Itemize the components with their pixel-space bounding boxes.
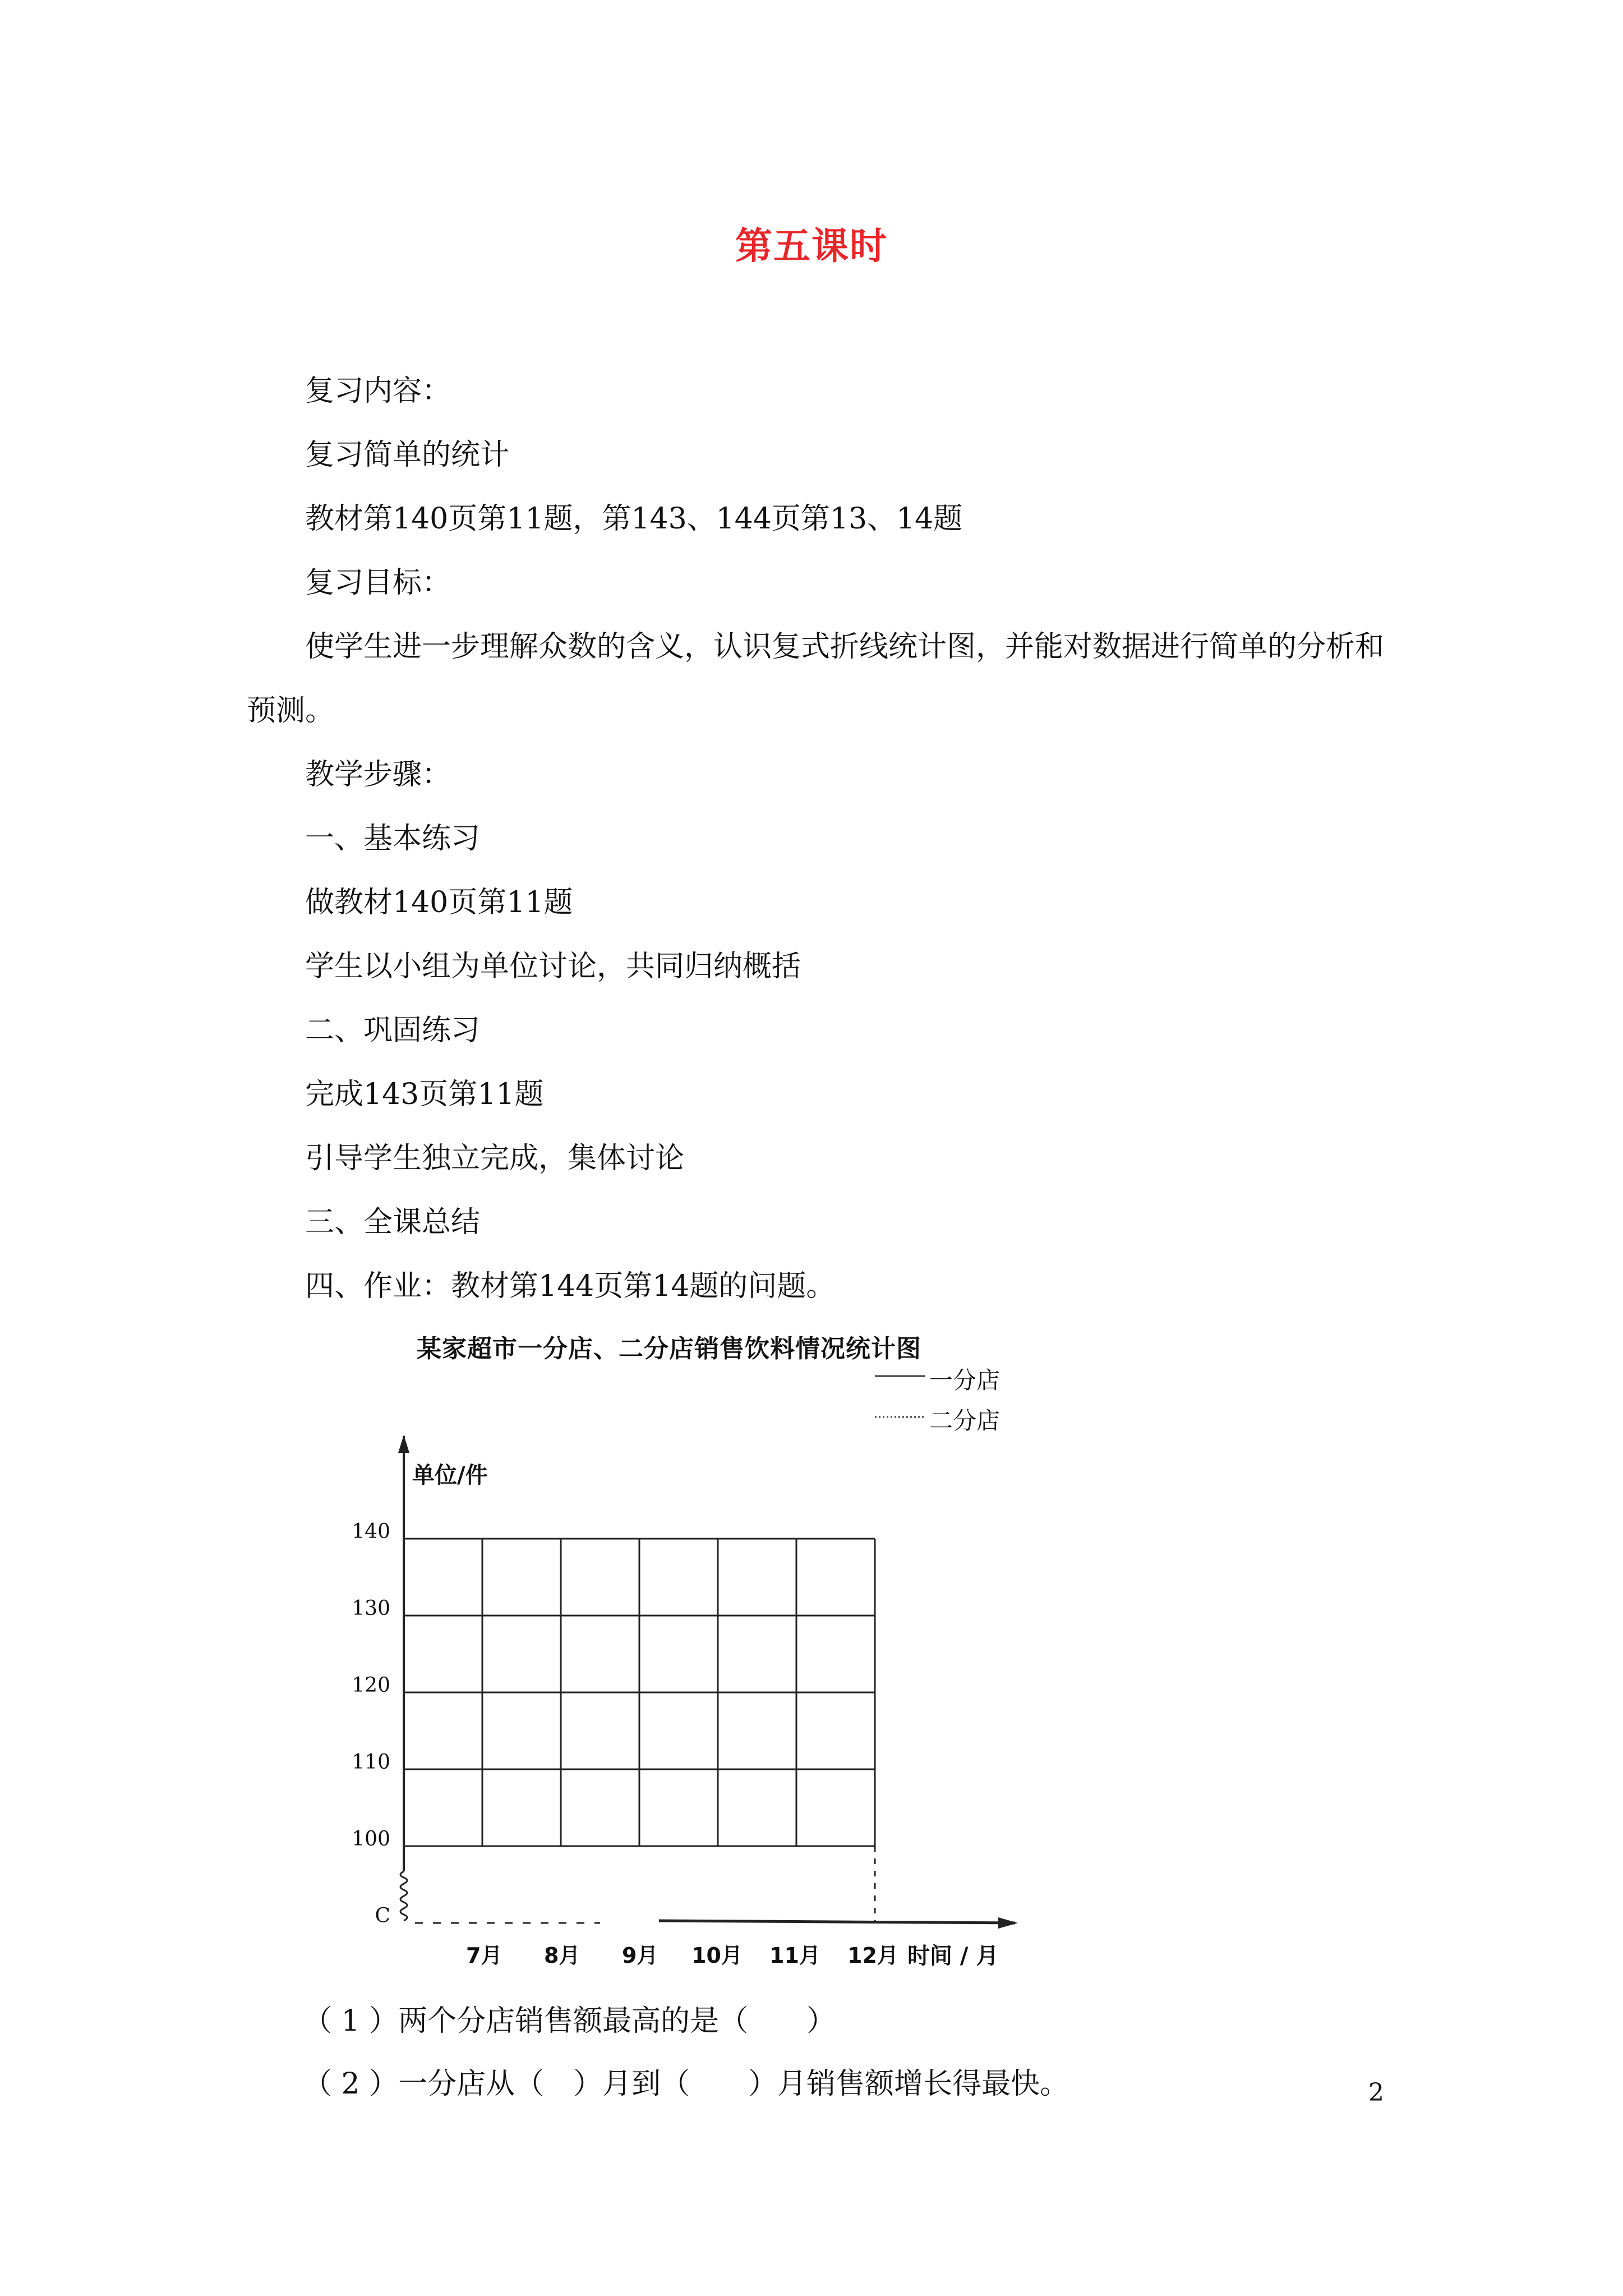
x-tick-label: 12月 xyxy=(847,1943,898,1968)
paragraph: 三、全课总结 xyxy=(305,1205,481,1239)
paragraph: 复习简单的统计 xyxy=(305,438,510,472)
x-tick-label: 8月 xyxy=(544,1943,580,1968)
y-tick-label: 110 xyxy=(352,1751,390,1774)
question-1: （ 1 ）两个分店销售额最高的是（ ） xyxy=(303,2004,836,2038)
axis-break-mark xyxy=(400,1871,407,1921)
chart-title: 某家超市一分店、二分店销售饮料情况统计图 xyxy=(417,1335,921,1363)
paragraph: 学生以小组为单位讨论，共同归纳概括 xyxy=(305,950,801,983)
paragraph: 复习目标： xyxy=(305,566,451,600)
x-tick-label: 10月 xyxy=(691,1943,743,1968)
x-tick-label: 7月 xyxy=(466,1943,502,1968)
x-tick-label: 9月 xyxy=(622,1943,658,1968)
lesson-body xyxy=(247,359,1391,1318)
paragraph: 做教材140页第11题 xyxy=(305,886,573,919)
y-tick-label: 100 xyxy=(352,1828,390,1851)
y-tick-label: 120 xyxy=(352,1674,390,1697)
page-title: 第五课时 xyxy=(735,224,888,268)
paragraph: 四、作业：教材第144页第14题的问题。 xyxy=(305,1269,836,1303)
x-tick-label: 11月 xyxy=(769,1943,820,1968)
page-number: 2 xyxy=(1368,2078,1384,2107)
paragraph: 一、基本练习 xyxy=(305,822,481,855)
y-tick-label: 130 xyxy=(352,1597,390,1620)
x-axis-line xyxy=(659,1921,1015,1923)
question-2: （ 2 ）一分店从（ ）月到（ ）月销售额增长得最快。 xyxy=(303,2067,1069,2101)
y-tick-label: 140 xyxy=(352,1520,390,1543)
y-axis-arrow xyxy=(398,1435,409,1453)
paragraph: 二、巩固练习 xyxy=(305,1014,481,1047)
paragraph: 教学步骤： xyxy=(305,758,451,792)
paragraph: 复习内容： xyxy=(305,374,451,408)
y-tick-label: C xyxy=(375,1904,390,1927)
x-axis-arrow xyxy=(998,1917,1018,1929)
y-axis-title: 单位/件 xyxy=(412,1462,488,1488)
line-chart xyxy=(336,1318,1043,1975)
paragraph: 教材第140页第11题，第143、144页第13、14题 xyxy=(305,502,963,536)
legend-item-branch-1: 一分店 xyxy=(929,1366,1000,1394)
legend-item-branch-2: 二分店 xyxy=(929,1407,1000,1434)
paragraph: 使学生进一步理解众数的含义，认识复式折线统计图，并能对数据进行简单的分析和预测。 xyxy=(247,630,1385,728)
x-axis-title: 时间 / 月 xyxy=(907,1943,999,1969)
paragraph: 完成143页第11题 xyxy=(305,1078,544,1111)
paragraph: 引导学生独立完成，集体讨论 xyxy=(305,1142,685,1175)
